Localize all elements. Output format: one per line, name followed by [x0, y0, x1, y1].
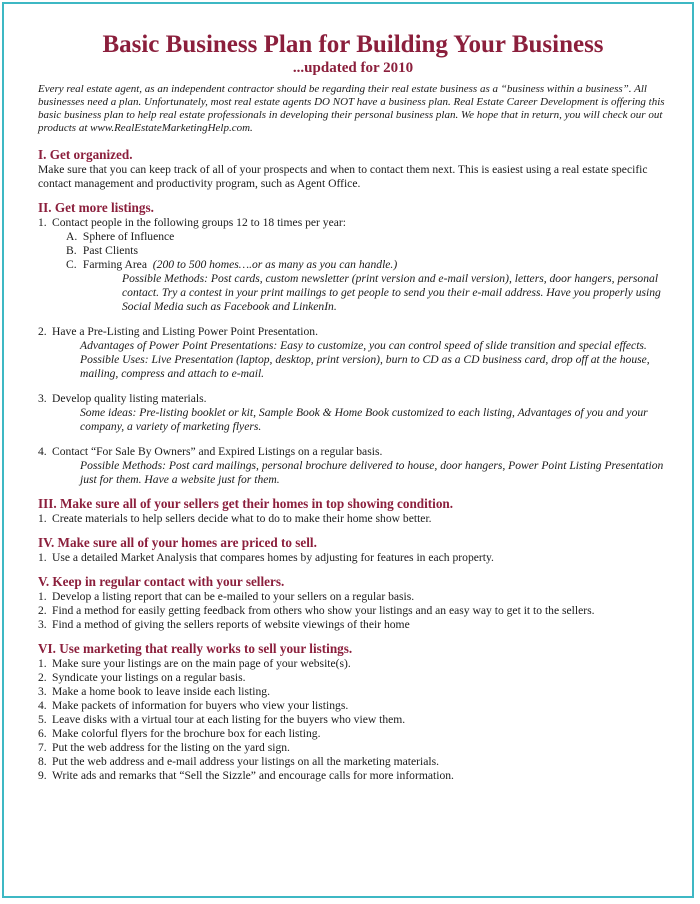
list-item — [38, 604, 668, 618]
item-text: Find a method of giving the sellers reports of website viewings of their home — [52, 618, 410, 631]
possible-uses: Possible Uses: Live Presentation (laptop, desktop, print version), burn to CD as a CD business card, drop off at the house, mailing, compress and attach to e-mail. — [80, 353, 650, 380]
sub-letter: C. — [66, 258, 77, 271]
sub-letter: A. — [66, 230, 78, 243]
list-item — [38, 512, 668, 526]
section-regular-contact — [38, 574, 668, 632]
ideas-note: Some ideas: Pre-listing booklet or kit, Sample Book & Home Book customized to each listing, Advantages of you and your company, a variety of marketing flyers. — [80, 406, 648, 433]
list-item — [38, 727, 668, 741]
item-number: 1. — [38, 657, 47, 670]
item-text: Make a home book to leave inside each listing. — [52, 685, 270, 698]
list-item — [38, 325, 668, 339]
item-text: Have a Pre-Listing and Listing Power Point Presentation. — [52, 325, 318, 338]
list-item — [38, 713, 668, 727]
sub-item — [38, 244, 668, 258]
item-number: 7. — [38, 741, 47, 754]
item-number: 3. — [38, 392, 47, 405]
item-text: Use a detailed Market Analysis that compares homes by adjusting for features in each property. — [52, 551, 494, 564]
list-item — [38, 590, 668, 604]
list-item — [38, 741, 668, 755]
section-priced-to-sell — [38, 535, 668, 565]
sub-item — [38, 230, 668, 244]
item-number: 2. — [38, 671, 47, 684]
list-item — [38, 216, 668, 230]
section-heading: I. Get organized. — [38, 147, 133, 162]
item-number: 1. — [38, 551, 47, 564]
item-text: Develop a listing report that can be e-mailed to your sellers on a regular basis. — [52, 590, 415, 603]
item-number: 4. — [38, 445, 47, 458]
section-heading: II. Get more listings. — [38, 200, 154, 215]
section-heading: V. Keep in regular contact with your sellers. — [38, 574, 285, 589]
item-number: 5. — [38, 713, 47, 726]
sub-note: (200 to 500 homes….or as many as you can handle.) — [152, 258, 398, 271]
sub-letter: B. — [66, 244, 77, 257]
sub-text: Farming Area — [82, 258, 147, 271]
advantages-note: Advantages of Power Point Presentations: Easy to customize, you can control speed of slide transition and special effects. — [80, 339, 647, 352]
item-number: 1. — [38, 216, 47, 229]
item-number: 4. — [38, 699, 47, 712]
item-number: 3. — [38, 685, 47, 698]
item-number: 6. — [38, 727, 47, 740]
item-number: 1. — [38, 590, 47, 603]
section-heading: III. Make sure all of your sellers get their homes in top showing condition. — [38, 496, 454, 511]
item-text: Contact people in the following groups 12 to 18 times per year: — [52, 216, 346, 229]
item-text: Make sure your listings are on the main page of your website(s). — [52, 657, 351, 670]
item-text: Find a method for easily getting feedback from others who show your listings and an easy way to get it to the sellers. — [52, 604, 595, 617]
intro-paragraph: Every real estate agent, as an independent contractor should be regarding their real estate business as a “business within a business”. All businesses need a plan. Unfortunately, most real estate agents DO NOT have a business plan. Real Estate Career Development is offering this basic business plan to help real estate professionals in developing their personal business plan. We hope that in return, you will check our out products at www.RealEstateMarketingHelp.com. — [38, 83, 665, 134]
list-item — [38, 392, 668, 406]
section-get-organized — [38, 147, 668, 191]
list-item — [38, 671, 668, 685]
item-text: Develop quality listing materials. — [52, 392, 207, 405]
section-heading: VI. Use marketing that really works to sell your listings. — [38, 641, 353, 656]
list-item — [38, 755, 668, 769]
sub-text: Sphere of Influence — [82, 230, 175, 243]
item-text: Syndicate your listings on a regular basis. — [52, 671, 246, 684]
item-text: Put the web address for the listing on the yard sign. — [52, 741, 290, 754]
document-title: Basic Business Plan for Building Your Business — [102, 31, 604, 58]
item-number: 1. — [38, 512, 47, 525]
possible-methods: Possible Methods: Post card mailings, personal brochure delivered to house, door hangers, Power Point Listing Presentation just for them. Have a website just for them. — [80, 459, 664, 486]
section-heading: IV. Make sure all of your homes are priced to sell. — [38, 535, 317, 550]
document-subtitle: ...updated for 2010 — [292, 60, 414, 76]
possible-methods: Possible Methods: Post cards, custom newsletter (print version and e-mail version), letters, door hangers, personal contact. Try a contest in your print mailings to get people to send you their e-mail address. Have you properly using Social Media such as Facebook and LinkenIn. — [122, 272, 661, 313]
section-showing-condition — [38, 496, 668, 526]
item-number: 3. — [38, 618, 47, 631]
document — [38, 30, 668, 792]
list-item — [38, 551, 668, 565]
sub-text: Past Clients — [82, 244, 138, 257]
list-item — [38, 699, 668, 713]
list-item — [38, 769, 668, 783]
list-item — [38, 657, 668, 671]
list-item — [38, 685, 668, 699]
item-text: Create materials to help sellers decide what to do to make their home show better. — [52, 512, 432, 525]
item-text: Make colorful flyers for the brochure box for each listing. — [52, 727, 321, 740]
item-text: Make packets of information for buyers who view your listings. — [52, 699, 349, 712]
item-number: 9. — [38, 769, 47, 782]
item-text: Put the web address and e-mail address your listings on all the marketing materials. — [52, 755, 440, 768]
item-text: Contact “For Sale By Owners” and Expired Listings on a regular basis. — [52, 445, 383, 458]
item-text: Write ads and remarks that “Sell the Sizzle” and encourage calls for more information. — [52, 769, 454, 782]
item-number: 2. — [38, 604, 47, 617]
section-get-more-listings — [38, 200, 668, 487]
list-item — [38, 618, 668, 632]
item-number: 2. — [38, 325, 47, 338]
sub-item — [38, 258, 668, 272]
section-text: Make sure that you can keep track of all of your prospects and when to contact them next. This is easiest using a real estate specific contact management and productivity program, such as Agent Office. — [38, 163, 648, 190]
list-item — [38, 445, 668, 459]
section-marketing — [38, 641, 668, 783]
item-text: Leave disks with a virtual tour at each listing for the buyers who view them. — [52, 713, 406, 726]
item-number: 8. — [38, 755, 47, 768]
